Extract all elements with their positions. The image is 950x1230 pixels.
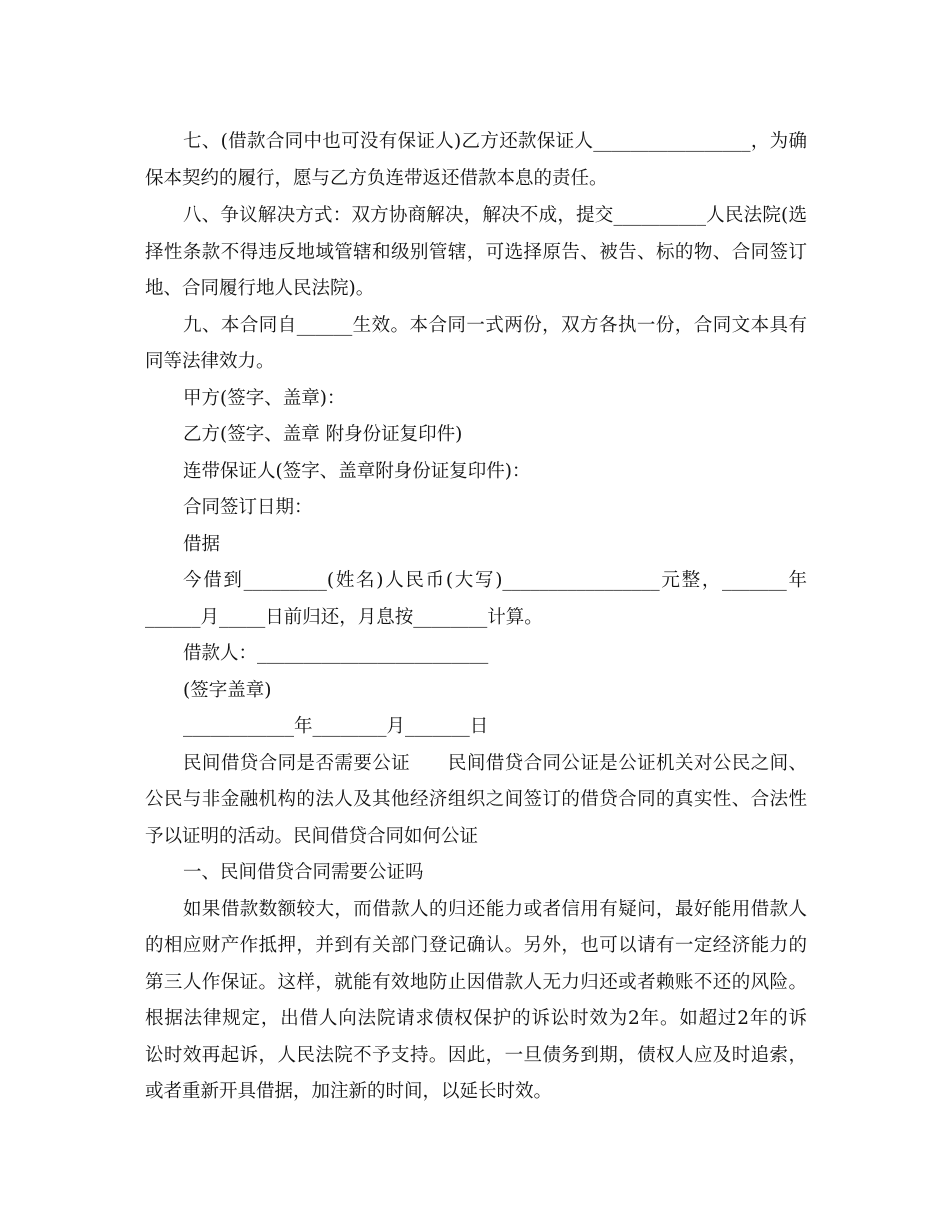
notary-section-heading: 一、民间借贷合同需要公证吗 bbox=[183, 862, 424, 883]
receipt-borrower: 借款人：_________________________ bbox=[183, 643, 489, 664]
clause-8-line-3: 地、合同履行地人民法院)。 bbox=[145, 278, 375, 299]
contract-sign-date: 合同签订日期： bbox=[183, 497, 313, 518]
clause-7-line-2: 保本契约的履行，愿与乙方负连带返还借款本息的责任。 bbox=[145, 168, 608, 189]
clause-8-line-2: 择性条款不得违反地域管辖和级别管辖，可选择原告、被告、标的物、合同签订 bbox=[145, 242, 807, 263]
clause-7-line-1: 七、(借款合同中也可没有保证人)乙方还款保证人_________________，为确 bbox=[183, 131, 807, 152]
party-a-signature: 甲方(签字、盖章)： bbox=[183, 388, 346, 409]
receipt-date: ____________年________月_______日 bbox=[183, 716, 489, 737]
notary-paragraph-1-line-1: 民间借贷合同是否需要公证 民间借贷合同公证是公证机关对公民之间、 bbox=[183, 753, 807, 774]
notary-paragraph-2-line-3: 第三人作保证。这样，就能有效地防止因借款人无力归还或者赖账不还的风险。 bbox=[145, 972, 807, 993]
notary-paragraph-2-line-2: 的相应财产作抵押，并到有关部门登记确认。另外，也可以请有一定经济能力的 bbox=[145, 935, 807, 956]
receipt-title: 借据 bbox=[183, 534, 221, 555]
clause-9-line-2: 同等法律效力。 bbox=[145, 351, 275, 372]
notary-paragraph-1-line-2: 公民与非金融机构的法人及其他经济组织之间签订的借贷合同的真实性、合法性 bbox=[145, 789, 807, 810]
receipt-line-1: 今借到_________(姓名)人民币(大写)_________________元整，_______年 bbox=[183, 570, 807, 591]
clause-9-line-1: 九、本合同自______生效。本合同一式两份，双方各执一份，合同文本具有 bbox=[183, 315, 807, 336]
guarantor-signature: 连带保证人(签字、盖章附身份证复印件)： bbox=[183, 461, 531, 482]
notary-paragraph-2-line-1: 如果借款数额较大，而借款人的归还能力或者信用有疑问，最好能用借款人 bbox=[183, 899, 807, 920]
notary-paragraph-1-line-3: 予以证明的活动。民间借贷合同如何公证 bbox=[145, 826, 479, 847]
clause-8-line-1: 八、争议解决方式：双方协商解决，解决不成，提交__________人民法院(选 bbox=[183, 205, 807, 226]
notary-paragraph-2-line-6: 或者重新开具借据，加注新的时间，以延长时效。 bbox=[145, 1081, 553, 1102]
notary-paragraph-2-line-5: 讼时效再起诉，人民法院不予支持。因此，一旦债务到期，债权人应及时追索， bbox=[145, 1045, 807, 1066]
party-b-signature: 乙方(签字、盖章 附身份证复印件) bbox=[183, 424, 463, 445]
receipt-line-2: ______月_____日前归还，月息按________计算。 bbox=[145, 607, 543, 628]
receipt-seal: (签字盖章) bbox=[183, 680, 272, 701]
notary-paragraph-2-line-4: 根据法律规定，出借人向法院请求债权保护的诉讼时效为2年。如超过2年的诉 bbox=[145, 1008, 807, 1029]
